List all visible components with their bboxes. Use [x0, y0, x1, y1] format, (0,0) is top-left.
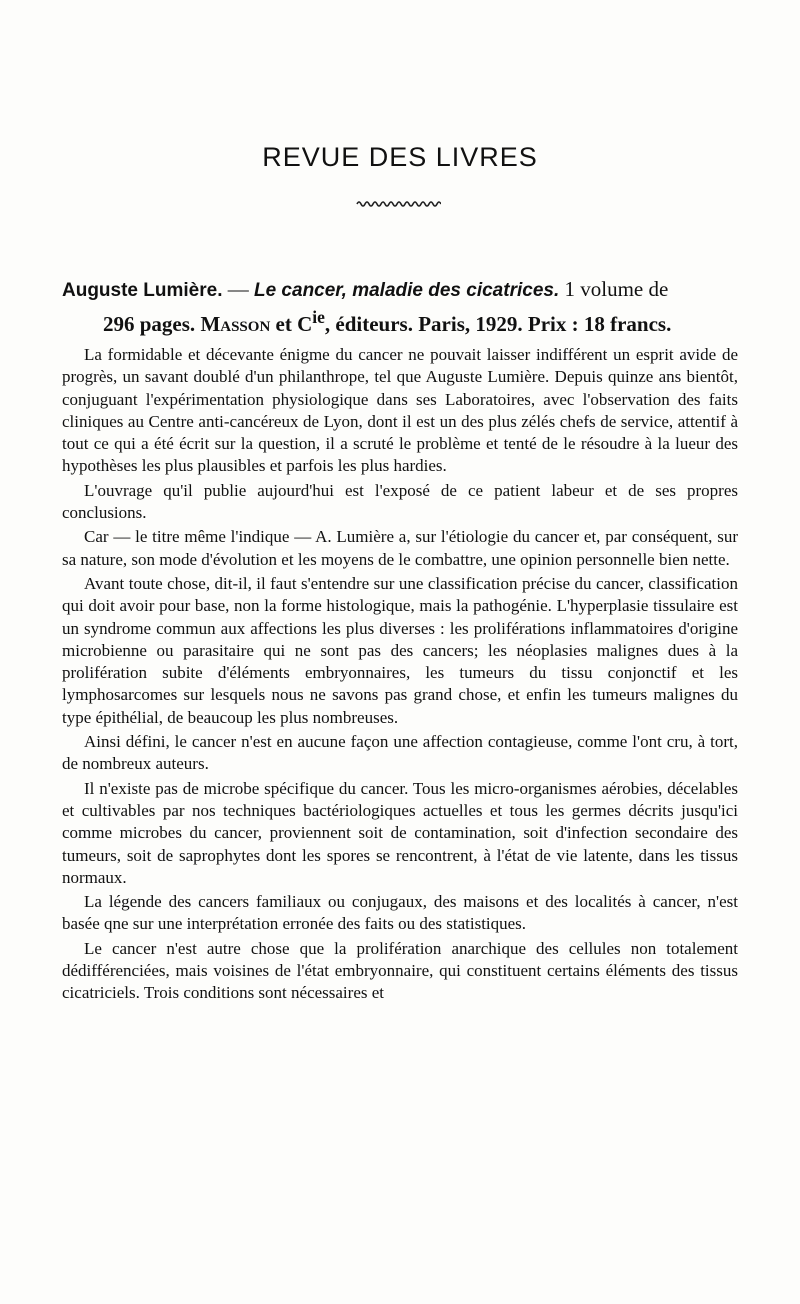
paragraph: Il n'existe pas de microbe spécifique du cancer. Tous les micro-organismes aérobies, décelables et cultivables par nos techniques bactériologiques actuelles et tous les germes décrits jusqu'ici comme microbes du cancer, proviennent soit de contamination, soit d'infection secondaire des tumeurs, soit de saprophytes dont les spores se rencontrent, à l'état de vie latente, dans les tissus normaux. — [62, 778, 738, 887]
paragraph: La légende des cancers familiaux ou conjugaux, des maisons et des localités à cancer, n'est basée qne sur une interprétation erronée des faits ou des statistiques. — [62, 892, 738, 934]
book-details-2c: , éditeurs. Paris, 1929. Prix : 18 francs. — [324, 312, 672, 336]
review-heading — [62, 276, 742, 338]
publisher-name: Masson — [200, 312, 271, 336]
paragraph: Car — le titre même l'indique — A. Lumière a, sur l'étiologie du cancer et, par conséquent, sur sa nature, son mode d'évolution et les moyens de le combattre, une opinion personnelle bien nette. — [62, 527, 738, 569]
review-dash: — — [222, 277, 254, 301]
review-author: Auguste Lumière. — [62, 280, 223, 301]
book-details-2b: et C — [270, 312, 313, 336]
wavy-rule-ornament — [355, 198, 441, 208]
paragraph: Avant toute chose, dit-il, il faut s'entendre sur une classification précise du cancer, classification qui doit avoir pour base, non la forme histologique, mais la pathogénie. L'hyperplasie tissulaire est un syndrome commun aux affections les plus diverses : les proliférations inflammatoires d'origine microbienne ou parasitaire qui ne sont pas des cancers; les néoplasies malignes dues à la prolifération subite d'éléments embryonnaires, les tumeurs du tissu conjonctif et les lymphosarcomes sur lesquels nous ne savons pas grand chose, et enfin les tumeurs malignes du type épithélial, de beaucoup les plus nombreuses. — [62, 573, 738, 727]
book-details-2-sup: ie — [312, 307, 325, 327]
paragraph: Le cancer n'est autre chose que la prolifération anarchique des cellules non totalement dédifférenciées, mais voisines de l'état embryonnaire, qui constituent certains éléments des tissus cicatriciels. Trois conditions sont nécessaires et — [62, 938, 738, 1003]
review-body — [62, 344, 738, 1005]
book-title: Le cancer, maladie des cicatrices. — [253, 280, 560, 301]
paragraph: L'ouvrage qu'il publie aujourd'hui est l'exposé de ce patient labeur et de ses propres conclusions. — [62, 480, 738, 523]
paragraph: Ainsi défini, le cancer n'est en aucune façon une affection contagieuse, comme l'ont cru, à tort, de nombreux auteurs. — [62, 732, 738, 774]
book-details-2a: 296 pages. — [103, 312, 201, 336]
book-details-1: 1 volume de — [559, 277, 669, 301]
page-title: REVUE DES LIVRES — [262, 142, 538, 172]
paragraph: La formidable et décevante énigme du cancer ne pouvait laisser indifférent un esprit avide de progrès, un savant doublé d'un philanthrope, tel que Auguste Lumière. Depuis quinze ans bientôt, conjuguant l'expérimentation physiologique dans ses Laboratoires, avec l'observation des faits cliniques au Centre anti-cancéreux de Lyon, dont il est un des plus zélés chefs de service, attentif à tout ce qui a été écrit sur la question, il a scruté le problème et tenté de le résoudre à la lueur des hypothèses les plus plausibles et parfois les plus hardies. — [62, 345, 738, 476]
